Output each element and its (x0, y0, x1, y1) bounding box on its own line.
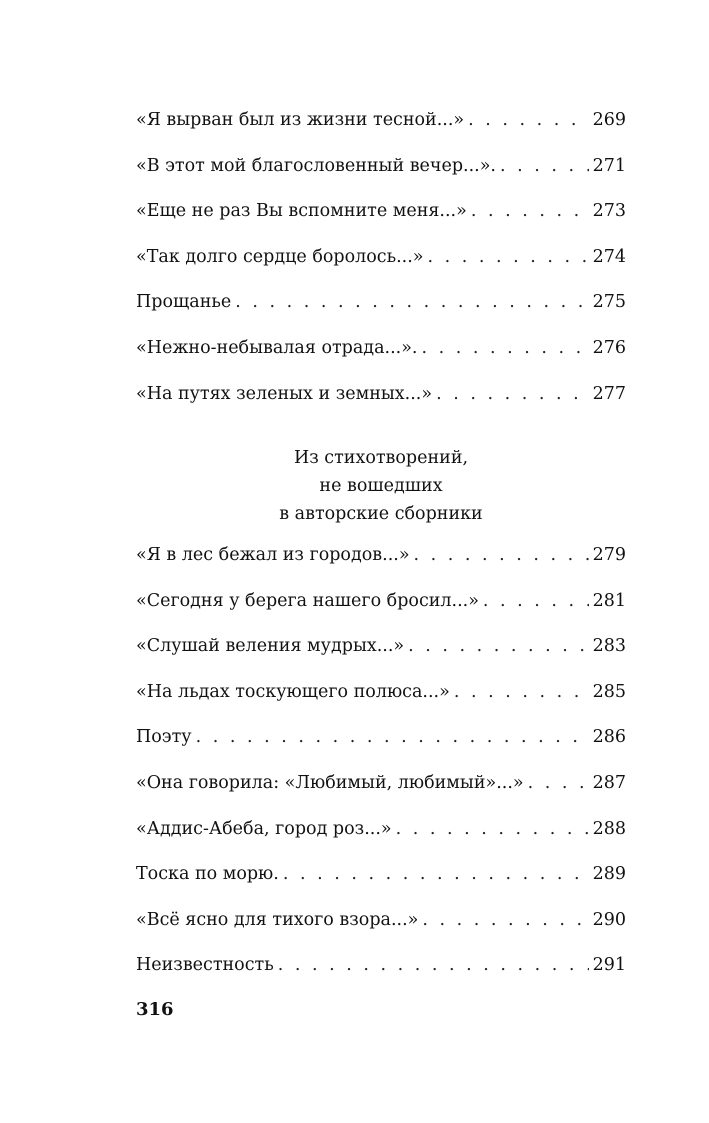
toc-entry-page: 269 (592, 110, 626, 130)
toc-dot-leader (483, 587, 589, 615)
toc-list-main (136, 106, 626, 425)
toc-entry-title: Прощанье (136, 292, 232, 313)
toc-entry (136, 906, 626, 952)
toc-dot-leader (414, 541, 589, 569)
toc-dot-leader (196, 723, 589, 751)
toc-entry (136, 815, 626, 861)
toc-entry (136, 541, 626, 587)
toc-entry (136, 106, 626, 152)
toc-dot-leader (468, 106, 588, 134)
toc-entry-title: «Сегодня у берега нашего бросил...» (136, 590, 479, 611)
toc-dot-leader (528, 769, 589, 797)
toc-entry-page: 277 (592, 383, 626, 404)
toc-dot-leader (428, 243, 589, 271)
toc-dot-leader (421, 334, 588, 362)
toc-dot-leader (235, 288, 588, 316)
toc-dot-leader (436, 380, 589, 408)
toc-entry-page: 289 (592, 864, 626, 885)
toc-entry-title: «Я в лес бежал из городов...» (136, 545, 410, 565)
toc-dot-leader (396, 815, 589, 843)
toc-entry (136, 769, 626, 815)
toc-entry-page: 290 (592, 909, 626, 930)
toc-entry-title: «На путях зеленых и земных...» (136, 383, 433, 404)
section-heading-line: Из стихотворений, (293, 448, 469, 468)
toc-dot-leader (422, 906, 588, 934)
toc-entry (136, 587, 626, 633)
toc-entry-title: «Всё ясно для тихого взора...» (136, 909, 419, 930)
toc-entry (136, 197, 626, 243)
toc-dot-leader (278, 951, 589, 979)
toc-dot-leader (408, 632, 588, 660)
page-number: 316 (136, 999, 174, 1020)
toc-entry (136, 723, 626, 769)
toc-entry-page: 279 (592, 545, 626, 565)
toc-entry-page: 273 (592, 201, 626, 222)
toc-entry-title: «На льдах тоскующего полюса...» (136, 681, 450, 702)
toc-entry-page: 276 (592, 337, 626, 358)
toc-dot-leader (471, 197, 589, 225)
toc-entry (136, 334, 626, 380)
toc-dot-leader (454, 678, 589, 706)
toc-entry (136, 380, 626, 426)
toc-entry (136, 860, 626, 906)
toc-entry (136, 152, 626, 198)
section-heading-line: не вошедших (319, 476, 443, 496)
toc-entry-title: «В этот мой благословенный вечер...». (136, 155, 496, 176)
toc-entry-page: 286 (592, 727, 626, 748)
toc-entry-title: «Так долго сердце боролось...» (136, 246, 424, 267)
toc-entry-title: «Я вырван был из жизни тесной...» (136, 110, 465, 130)
toc-entry (136, 951, 626, 997)
toc-dot-leader (500, 152, 589, 180)
toc-entry-title: «Слушай веления мудрых...» (136, 636, 405, 657)
toc-entry-title: Тоска по морю. (136, 864, 279, 885)
toc-entry-page: 271 (592, 155, 626, 176)
toc-entry-page: 288 (592, 818, 626, 839)
toc-entry-page: 275 (592, 292, 626, 313)
toc-entry-page: 283 (592, 636, 626, 657)
toc-entry-title: «Она говорила: «Любимый, любимый»...» (136, 772, 524, 793)
toc-entry (136, 243, 626, 289)
toc-entry-page: 281 (592, 590, 626, 611)
toc-entry-page: 274 (592, 246, 626, 267)
toc-entry-title: «Нежно-небывалая отрада...». (136, 337, 418, 358)
toc-entry (136, 678, 626, 724)
toc-entry-title: Неизвестность (136, 955, 274, 976)
toc-dot-leader (283, 860, 589, 888)
toc-entry-title: «Аддис-Абеба, город роз...» (136, 818, 392, 839)
toc-entry (136, 632, 626, 678)
toc-list-uncollected (136, 541, 626, 997)
toc-entry-page: 287 (592, 772, 626, 793)
toc-entry-title: Поэту (136, 727, 192, 748)
toc-entry-title: «Еще не раз Вы вспомните меня...» (136, 201, 467, 222)
toc-entry (136, 288, 626, 334)
toc-entry-page: 285 (592, 681, 626, 702)
section-heading-line: в авторские сборники (279, 504, 483, 524)
toc-entry-page: 291 (592, 955, 626, 976)
section-heading (136, 444, 626, 528)
